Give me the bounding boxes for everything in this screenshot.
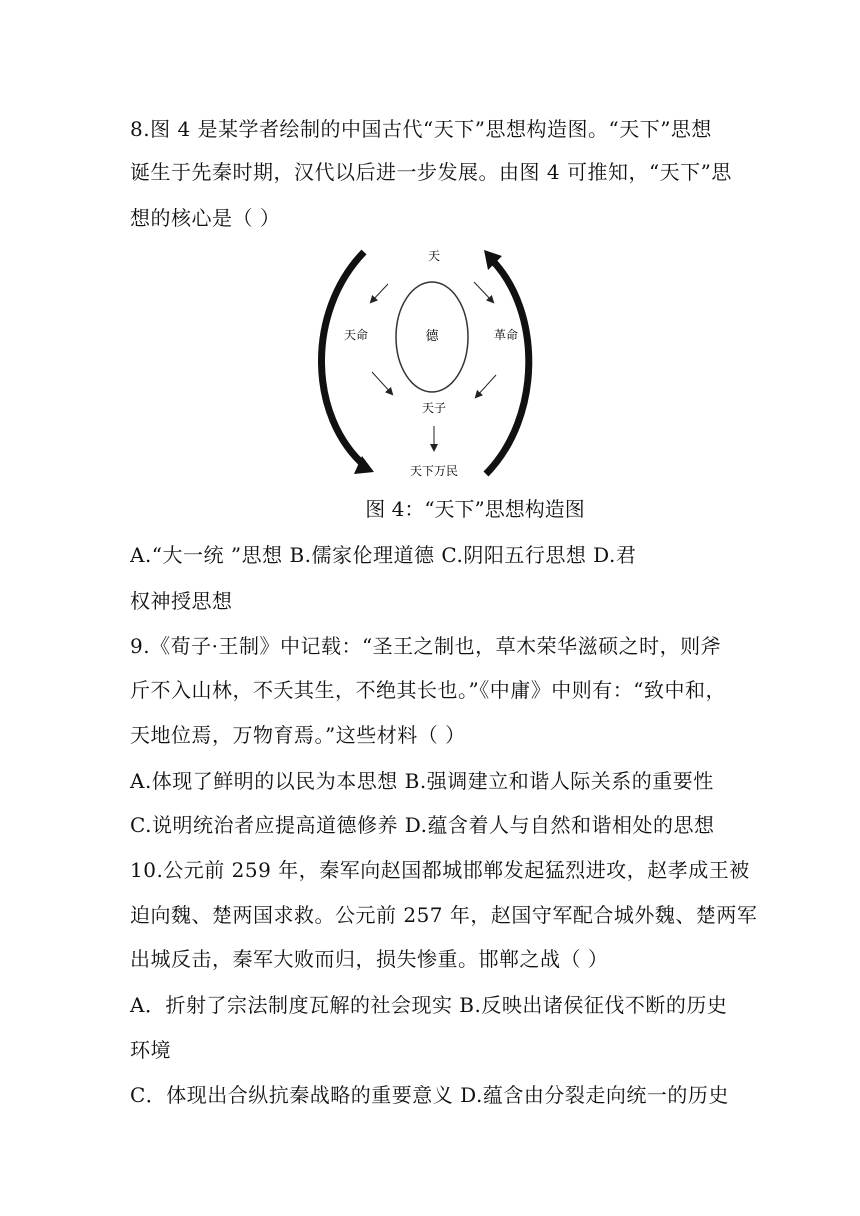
tianxia-diagram [316, 242, 536, 488]
q9-options-ab: A.体现了鲜明的以民为本思想 B.强调建立和谐人际关系的重要性 [130, 769, 714, 793]
q10-options-ab2: 环境 [130, 1038, 171, 1062]
q9-line1: 9.《荀子·王制》中记载：“圣王之制也，草木荣华滋硕之时，则斧 [130, 634, 722, 658]
q8-options-line1: A.“大一统 ”思想 B.儒家伦理道德 C.阴阳五行思想 D.君 [130, 543, 637, 567]
q8-line1: 8.图 4 是某学者绘制的中国古代“天下”思想构造图。“天下”思想 [130, 117, 712, 141]
q8-line2: 诞生于先秦时期，汉代以后进一步发展。由图 4 可推知，“天下”思 [130, 160, 732, 184]
q10-options-cd: C．体现出合纵抗秦战略的重要意义 D.蕴含由分裂走向统一的历史 [130, 1083, 729, 1107]
label-tianming: 天命 [343, 328, 369, 342]
label-tian: 天 [427, 249, 441, 263]
q9-options-cd: C.说明统治者应提高道德修养 D.蕴含着人与自然和谐相处的思想 [130, 813, 715, 837]
label-tianxia-wanmin: 天下万民 [409, 464, 459, 478]
q8-line3: 想的核心是（ ） [130, 206, 281, 230]
label-tianzi: 天子 [421, 401, 447, 415]
q10-line2: 迫向魏、楚两国求救。公元前 257 年，赵国守军配合城外魏、楚两军 [130, 903, 758, 927]
q10-line1: 10.公元前 259 年，秦军向赵国都城邯郸发起猛烈进攻，赵孝成王被 [130, 858, 750, 882]
diagram-graphics [316, 242, 536, 488]
figure-caption: 图 4：“天下”思想构造图 [365, 497, 585, 521]
q10-options-ab1: A．折射了宗法制度瓦解的社会现实 B.反映出诸侯征伐不断的历史 [130, 993, 728, 1017]
right-curved-arrow [486, 260, 529, 474]
q9-line3: 天地位焉，万物育焉。”这些材料（ ） [130, 723, 466, 747]
left-curved-arrow [321, 252, 369, 467]
label-de: 德 [425, 329, 439, 344]
q8-options-line2: 权神授思想 [130, 589, 233, 613]
label-geming: 革命 [493, 328, 519, 342]
q10-line3: 出城反击，秦军大败而归，损失惨重。邯郸之战（ ） [130, 947, 609, 971]
q9-line2: 斤不入山林，不夭其生，不绝其长也。”《中庸》中则有：“致中和， [130, 678, 726, 702]
